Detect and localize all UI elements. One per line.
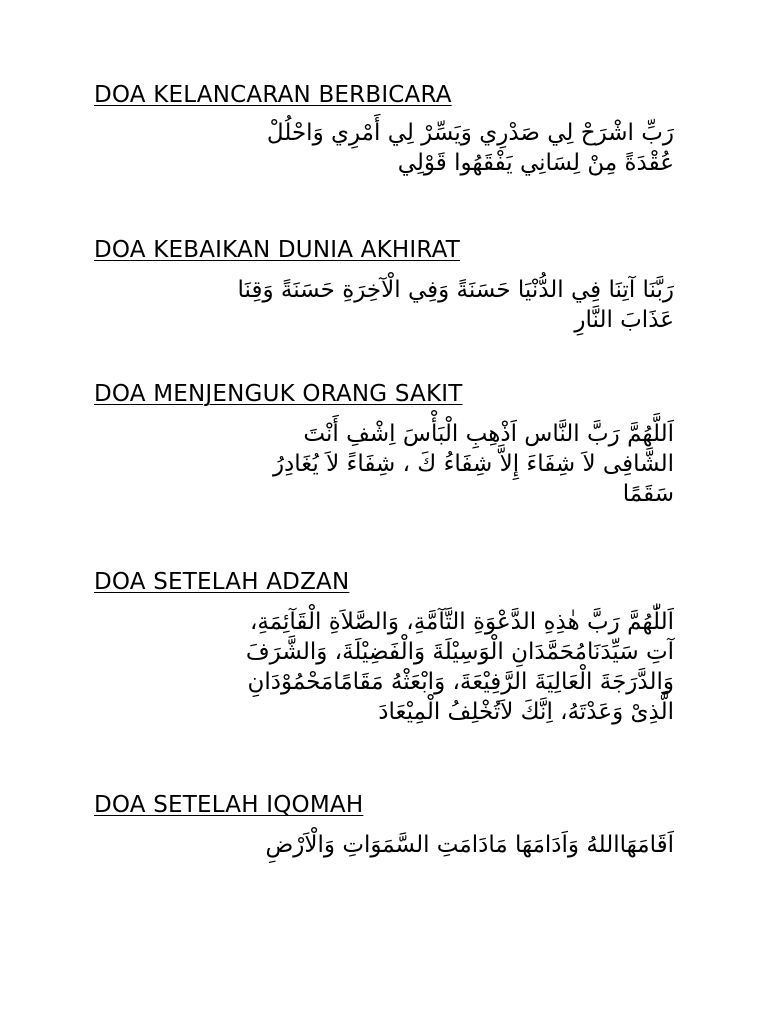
section-doa-setelah-iqomah: [94, 790, 674, 860]
arabic-line: اَقَامَهَااللهُ وَاَدَامَهَا مَادَامَتِ السَّمَوَاتِ وَالْاَرْضِ: [265, 832, 674, 858]
arabic-prayer-text: [94, 419, 674, 509]
section-heading: DOA KELANCARAN BERBICARA: [94, 82, 452, 108]
section-heading: DOA SETELAH IQOMAH: [94, 792, 364, 818]
arabic-prayer-text: [94, 607, 674, 727]
arabic-line: سَقَمًا: [622, 481, 674, 507]
section-doa-kebaikan-dunia-akhirat: [94, 235, 674, 335]
section-heading: DOA MENJENGUK ORANG SAKIT: [94, 381, 463, 407]
arabic-line: آتِ سَيِّدَنَامُحَمَّدَانِ الْوَسِيْلَةَ وَالْفَضِيْلَةَ، وَالشَّرَفَ: [245, 639, 674, 665]
section-doa-setelah-adzan: [94, 567, 674, 727]
section-heading: DOA KEBAIKAN DUNIA AKHIRAT: [94, 237, 461, 263]
arabic-line: اَللَّهُمَّ رَبَّ النَّاس اَذْهِبِ الْبَأْسَ اِشْفِ أَنْتَ: [303, 421, 674, 447]
section-doa-kelancaran-berbicara: [94, 80, 674, 178]
section-doa-menjenguk-orang-sakit: [94, 379, 674, 509]
arabic-line: الشَّافِى لاَ شِفَاءَ إِلاَّ شِفَاءُ كَ ، شِفَاءً لاَ يُغَادِرُ: [272, 451, 674, 477]
arabic-prayer-text: [94, 118, 674, 178]
arabic-line: عَذَابَ النَّارِ: [574, 307, 674, 333]
arabic-line: رَبِّ اشْرَحْ لِي صَدْرِي وَيَسِّرْ لِي أَمْرِي وَاحْلُلْ: [266, 120, 674, 146]
arabic-prayer-text: [94, 275, 674, 335]
arabic-line: الَّذِىْ وَعَدْتَهُ، اِنَّكَ لاَتُخْلِفُ الْمِيْعَادَ: [378, 699, 674, 725]
arabic-line: اَللّٰهُمَّ رَبَّ هٰذِهِ الدَّعْوَةِ التَّآمَّةِ، وَالصَّلاَةِ الْقَآئِمَةِ،: [249, 609, 674, 635]
arabic-line: عُقْدَةً مِنْ لِسَانِي يَفْقَهُوا قَوْلِي: [397, 150, 674, 176]
arabic-prayer-text: [94, 830, 674, 860]
arabic-line: وَالدَّرَجَةَ الْعَالِيَةَ الرَّفِيْعَةَ، وَابْعَثْهُ مَقَامًامَحْمُوْدَانِ: [247, 669, 674, 695]
arabic-line: رَبَّنَا آتِنَا فِي الدُّنْيَا حَسَنَةً وَفِي الْآخِرَةِ حَسَنَةً وَقِنَا: [237, 277, 674, 303]
section-heading: DOA SETELAH ADZAN: [94, 569, 350, 595]
